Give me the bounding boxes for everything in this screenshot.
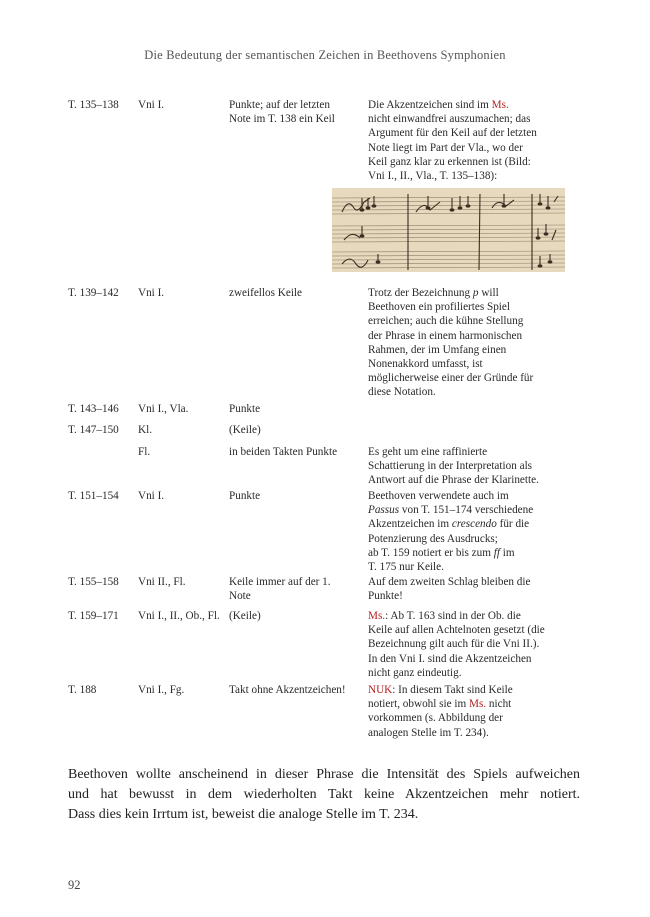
comment-line [368,697,590,711]
comment-line [368,489,590,503]
comment-line [368,169,590,183]
paragraph-line: Beethoven wollte anscheinend in dieser Phrase die Intensität des Spiels aufweichen [68,767,580,782]
marking-cell [229,609,364,623]
comment-cell [368,98,590,183]
comment-text: Antwort auf die Phrase der Klarinette. [368,474,539,487]
comment-text: Passus [368,504,400,517]
instruments-cell: Fl. [138,446,151,458]
bar-range-cell: T. 188 [68,684,97,696]
instruments-cell: Vni I., Vla. [138,403,189,415]
source-reference: Ms. [469,698,487,711]
comment-text: Akzentzeichen im [368,518,452,531]
comment-text: für die [496,518,530,531]
comment-line [368,445,590,459]
comment-cell [368,445,590,488]
comment-text: will [478,287,499,299]
comment-text: Vni I., II., Vla., T. 135–138): [368,170,498,183]
comment-text: notiert, obwohl sie im [368,698,469,711]
marking-line: Keile immer auf der 1. [229,576,331,588]
instruments-cell: Kl. [138,424,152,436]
comment-text: Schattierung in der Interpretation als [368,460,533,473]
comment-line [368,517,590,531]
source-reference: Ms. [491,99,509,111]
comment-text: Rahmen, der im Umfang einen [368,343,507,356]
comment-text: erreichen; auch die kühne Stellung [368,315,524,328]
comment-text: Beethoven ein profiliertes Spiel [368,301,510,314]
comment-text: möglicherweise einer der Gründe für [368,372,534,385]
comment-line [368,357,590,371]
comment-text: Bezeichnung gilt auch für die Vni II.). [368,638,540,651]
marking-cell [229,445,364,459]
comment-text: : Ab T. 163 sind in der Ob. die [385,610,521,622]
comment-text: diese Notation. [368,386,436,399]
source-reference: NUK [368,684,393,696]
comment-line [368,314,590,328]
instruments-cell: Vni I. [138,287,165,299]
marking-cell [229,423,364,437]
marking-cell [229,683,364,697]
comment-line [368,473,590,487]
comment-text: Keil ganz klar zu erkennen ist (Bild: [368,155,531,168]
comment-line [368,609,590,623]
comment-text: T. 175 nur Keile. [368,561,444,574]
comment-line [368,459,590,473]
comment-text: ff [493,546,500,559]
comment-text: analogen Stelle im T. 234). [368,726,489,739]
comment-text: p [472,287,479,299]
comment-cell [368,683,590,740]
comment-line [368,532,590,546]
instruments-cell: Vni I., II., Ob., Fl. [138,610,220,622]
marking-line: Punkte [229,490,261,502]
paragraph-line: und hat bewusst in dem wiederholten Takt keine Akzentzeichen mehr notiert. [68,787,580,802]
instruments-cell: Vni I., Fg. [138,684,185,696]
manuscript-staves [332,188,565,272]
marking-line: in beiden Takten Punkte [229,446,338,458]
comment-text: : In diesem Takt sind Keile [392,684,513,696]
marking-cell [229,286,364,300]
comment-line [368,589,590,603]
comment-line [368,385,590,399]
comment-text: Die Akzentzeichen sind im [368,99,492,111]
page-number: 92 [68,878,81,892]
comment-line [368,343,590,357]
bar-range-cell: T. 155–158 [68,576,119,588]
marking-line: Note [229,590,251,603]
marking-cell [229,575,364,603]
bar-range-cell: T. 135–138 [68,99,119,111]
comment-line [368,711,590,725]
comment-line [368,141,590,155]
comment-text: Potenzierung des Ausdrucks; [368,532,498,545]
comment-text: ab T. 159 notiert er bis zum [368,546,494,559]
comment-text: Beethoven verwendete auch im [368,490,509,502]
comment-text: Note liegt im Part der Vla., wo der [368,141,523,154]
comment-text: Argument für den Keil auf der letzten [368,127,537,140]
marking-line: (Keile) [229,424,261,436]
comment-text: nicht ganz eindeutig. [368,666,462,679]
comment-line [368,546,590,560]
comment-line [368,575,590,589]
comment-cell [368,575,590,603]
comment-text: vorkommen (s. Abbildung der [368,712,503,725]
running-head: Die Bedeutung der semantischen Zeichen in Beethovens Symphonien [144,48,506,62]
marking-line: Takt ohne Akzentzeichen! [229,684,346,696]
comment-line [368,666,590,680]
comment-cell [368,609,590,680]
comment-text: In den Vni I. sind die Akzentzeichen [368,652,532,665]
marking-line: (Keile) [229,610,261,622]
comment-line [368,126,590,140]
paragraph-line: Dass dies kein Irrtum ist, beweist die analoge Stelle im T. 234. [68,807,419,822]
comment-text: Es geht um eine raffinierte [368,446,488,458]
marking-line: Punkte; auf der letzten [229,99,330,111]
comment-text: nicht [486,698,512,711]
comment-text: crescendo [451,518,497,531]
comment-text: Trotz der Bezeichnung [368,287,473,299]
comment-line [368,560,590,574]
comment-line [368,300,590,314]
comment-line [368,98,590,112]
instruments-cell: Vni I. [138,99,165,111]
marking-cell [229,489,364,503]
bar-range-cell: T. 159–171 [68,610,119,622]
comment-line [368,623,590,637]
comment-text: von T. 151–174 verschiedene [399,504,534,517]
comment-line [368,683,590,697]
comment-line [368,637,590,651]
manuscript-excerpt-image [332,188,565,272]
comment-text: der Phrase in einem harmonischen [368,329,523,342]
comment-line [368,329,590,343]
comment-line [368,503,590,517]
bar-range-cell: T. 147–150 [68,424,119,436]
instruments-cell: Vni II., Fl. [138,576,186,588]
bar-range-cell: T. 139–142 [68,287,119,299]
comment-text: nicht einwandfrei auszumachen; das [368,113,531,126]
comment-line [368,112,590,126]
comment-line [368,726,590,740]
comment-cell [368,286,590,400]
comment-line [368,652,590,666]
comment-line [368,286,590,300]
marking-line: Punkte [229,403,261,415]
comment-line [368,371,590,385]
comment-text: im [499,546,515,559]
bar-range-cell: T. 143–146 [68,403,119,415]
comment-cell [368,489,590,574]
marking-line: zweifellos Keile [229,287,302,299]
comment-line [368,155,590,169]
source-reference: Ms. [368,610,386,622]
marking-line: Note im T. 138 ein Keil [229,113,335,126]
comment-text: Auf dem zweiten Schlag bleiben die [368,576,531,588]
body-paragraph [68,765,580,825]
bar-range-cell: T. 151–154 [68,490,119,502]
marking-cell [229,402,364,416]
comment-text: Punkte! [368,590,403,603]
comment-text: Keile auf allen Achtelnoten gesetzt (die [368,624,545,637]
marking-cell [229,98,364,126]
instruments-cell: Vni I. [138,490,165,502]
comment-text: Nonenakkord umfasst, ist [368,358,483,371]
